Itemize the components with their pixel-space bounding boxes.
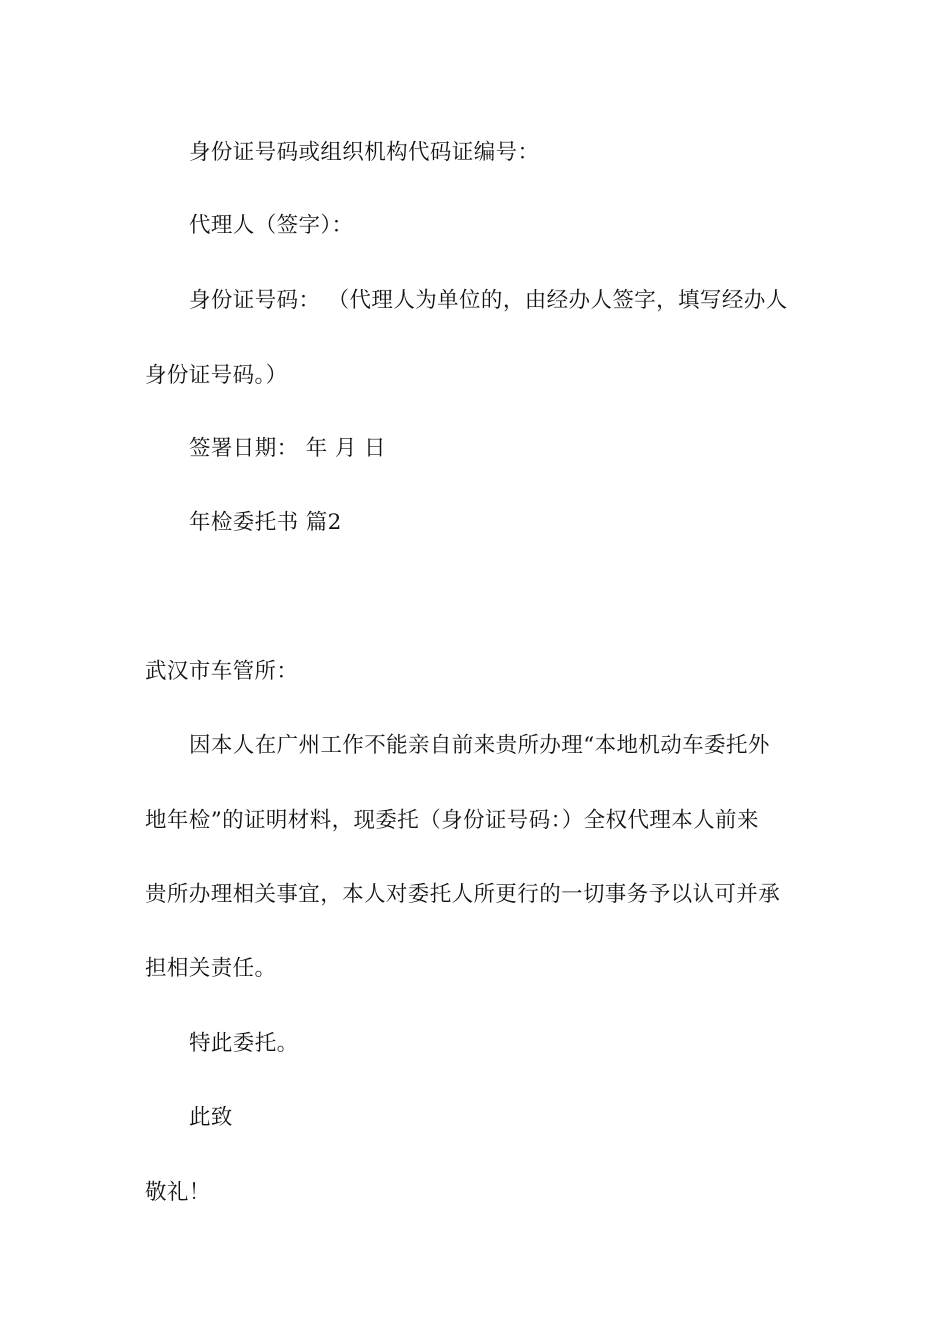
closing-entrust-line: 特此委托。 xyxy=(189,1031,299,1056)
body-paragraph-line-3: 贵所办理相关事宜，本人对委托人所更行的一切事务予以认可并承 xyxy=(145,882,781,907)
agent-id-number-line-continued: 身份证号码。） xyxy=(145,363,288,388)
body-paragraph-line-4: 担相关责任。 xyxy=(145,956,277,981)
closing-regards-line: 敬礼！ xyxy=(145,1180,211,1205)
letter-recipient: 武汉市车管所： xyxy=(145,659,299,684)
body-paragraph-line-2: 地年检”的证明材料，现委托（身份证号码：）全权代理本人前来 xyxy=(145,808,759,833)
body-paragraph-line-1: 因本人在广州工作不能亲自前来贵所办理“本地机动车委托外 xyxy=(189,733,770,758)
id-number-or-org-code-line: 身份证号码或组织机构代码证编号： xyxy=(189,140,540,165)
section-heading: 年检委托书 篇2 xyxy=(189,510,342,535)
closing-salutation-line: 此致 xyxy=(189,1105,233,1130)
agent-id-number-line: 身份证号码： （代理人为单位的，由经办人签字，填写经办人 xyxy=(189,288,788,313)
signing-date-line: 签署日期： 年 月 日 xyxy=(189,436,386,461)
agent-signature-line: 代理人（签字）： xyxy=(189,213,354,238)
